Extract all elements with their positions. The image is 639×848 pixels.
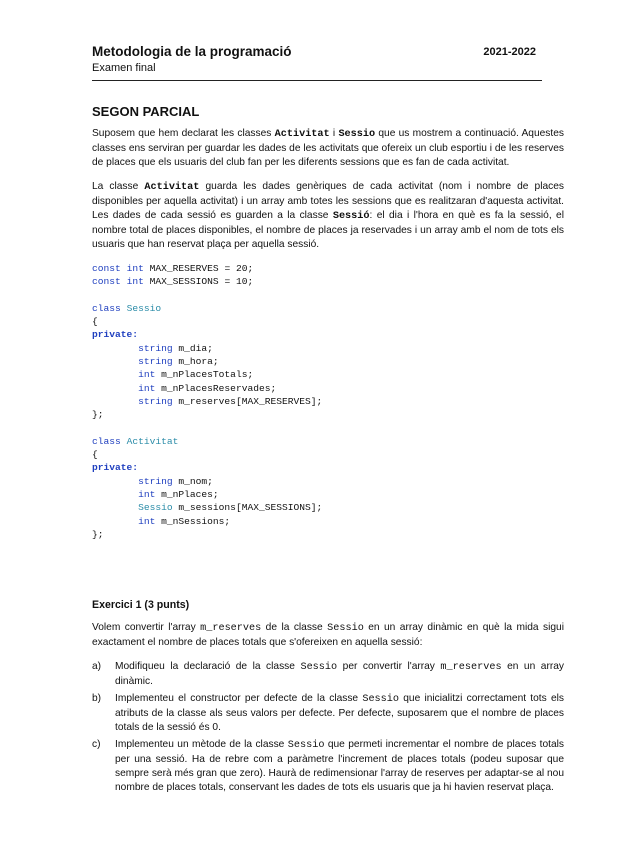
text-run: guarda les dades genèriques de cada activitat (nom i nombre de places disponibles per aquella activitat) i un array amb totes les sessions que es realitzaran d'aquesta activitat. Les dades de cada sessió es guarden a la classe bbox=[92, 181, 564, 221]
code-text: MAX_RESERVES = 20; bbox=[143, 263, 254, 274]
keyword: int bbox=[138, 515, 156, 527]
exam-subtitle: Examen final bbox=[92, 62, 156, 74]
keyword: int bbox=[138, 382, 156, 394]
academic-year: 2021-2022 bbox=[483, 46, 536, 58]
keyword: const bbox=[92, 263, 121, 274]
item-marker: c) bbox=[92, 739, 101, 751]
text-run: que inicialitzi correctament tots els atributs de la classe als seus valors per defecte. Per defecte, suposarem que el nombre de places totals de la sessió és 0. bbox=[115, 693, 564, 734]
code-text: m_nPlacesReservades; bbox=[155, 382, 277, 394]
keyword: class bbox=[92, 302, 121, 314]
code-text: m_nom; bbox=[172, 475, 213, 487]
text-run: Implementeu el constructor per defecte de la classe bbox=[115, 693, 363, 705]
class-name: Activitat bbox=[126, 435, 179, 447]
header-rule bbox=[92, 80, 542, 81]
keyword: private: bbox=[92, 329, 139, 341]
code-text: m_sessions[MAX_SESSIONS]; bbox=[172, 502, 323, 514]
text-run: per convertir l'array bbox=[337, 661, 441, 673]
keyword: string bbox=[138, 475, 173, 487]
inline-code: Sessió bbox=[332, 211, 370, 222]
code-text: m_hora; bbox=[172, 356, 219, 368]
inline-code: m_reserves bbox=[440, 662, 502, 674]
text-run: que permeti incrementar el nombre de places totals per una sessió. Ha de rebre com a paràmetre l'increment de places totals (podeu suposar que sempre serà més gran que zero). Haurà de redimensionar l'array de reserves per adaptar-se al nou nombre de places totals, conservant les dades de tots els usuaris que ja hi havien reservat plaça. bbox=[115, 739, 564, 794]
code-text: m_nPlaces; bbox=[155, 489, 219, 501]
page-header bbox=[92, 44, 542, 74]
exercise-items bbox=[92, 660, 564, 795]
text-run: Implementeu un mètode de la classe bbox=[115, 739, 288, 751]
keyword: string bbox=[138, 342, 173, 354]
keyword: int bbox=[138, 489, 156, 501]
item-marker: b) bbox=[92, 693, 102, 705]
inline-code: Sessio bbox=[338, 129, 376, 140]
text-run: Suposem que hem declarat les classes bbox=[92, 128, 275, 139]
exercise-intro bbox=[92, 621, 564, 650]
text-run: en un array dinàmic. bbox=[115, 661, 564, 688]
inline-code: Sessio bbox=[327, 623, 364, 635]
class-name: Sessio bbox=[138, 502, 173, 514]
text-run: Volem convertir l'array bbox=[92, 622, 201, 634]
text-run: Modifiqueu la declaració de la classe bbox=[115, 661, 301, 673]
inline-code: Sessio bbox=[300, 662, 338, 674]
exercise-item-b bbox=[92, 692, 564, 735]
exercise-title: Exercici 1 (3 punts) bbox=[92, 599, 190, 612]
text-run: La classe bbox=[92, 181, 145, 192]
page-content bbox=[92, 104, 564, 798]
class-name: Sessio bbox=[126, 302, 162, 314]
code-text: { bbox=[92, 449, 98, 461]
code-text: m_nPlacesTotals; bbox=[155, 369, 254, 381]
keyword: string bbox=[138, 356, 173, 368]
code-text: MAX_SESSIONS = 10; bbox=[143, 276, 254, 288]
inline-code: m_reserves bbox=[200, 623, 262, 635]
text-run: de la classe bbox=[261, 622, 328, 634]
text-run: : el dia i l'hora en què es fa la sessió, el nombre total de places disponibles, el nombre de places ja reservades i un array amb el nom de tots els usuaris que han reservat plaça per aquella sessió. bbox=[92, 210, 564, 250]
text-run: que us mostrem a continuació. Aquestes classes ens serviran per guardar les dades de les activitats que ofereix un club esportiu i de les reserves de places que els usuaris del club fan per les diferents sessions que es fan de cada activitat. bbox=[92, 128, 564, 168]
inline-code: Sessio bbox=[362, 694, 400, 706]
inline-code: Activitat bbox=[274, 129, 330, 140]
code-text: m_dia; bbox=[172, 342, 213, 354]
text-run: en un array dinàmic en què la mida sigui exactament el nombre de places totals que s'ofereixen en aquella sessió: bbox=[92, 622, 564, 649]
exercise-item-c bbox=[92, 738, 564, 795]
code-text: }; bbox=[92, 409, 104, 421]
inline-code: Sessio bbox=[287, 740, 325, 752]
keyword: string bbox=[138, 395, 173, 407]
code-block bbox=[92, 262, 564, 541]
code-text: m_nSessions; bbox=[155, 515, 231, 527]
intro-paragraph-2 bbox=[92, 180, 564, 252]
keyword: class bbox=[92, 435, 121, 447]
inline-code: Activitat bbox=[144, 182, 200, 193]
exercise-item-a bbox=[92, 660, 564, 689]
keyword: const bbox=[92, 276, 121, 288]
section-title: SEGON PARCIAL bbox=[92, 104, 200, 119]
keyword: int bbox=[126, 276, 144, 288]
keyword: int bbox=[138, 369, 156, 381]
intro-paragraph-1 bbox=[92, 127, 564, 170]
item-marker: a) bbox=[92, 661, 102, 673]
course-title: Metodologia de la programació bbox=[92, 44, 292, 59]
code-text: m_reserves[MAX_RESERVES]; bbox=[172, 395, 323, 407]
code-text: }; bbox=[92, 528, 104, 540]
keyword: int bbox=[126, 263, 144, 274]
text-run: i bbox=[329, 128, 339, 139]
keyword: private: bbox=[92, 462, 139, 474]
code-text: { bbox=[92, 316, 98, 328]
